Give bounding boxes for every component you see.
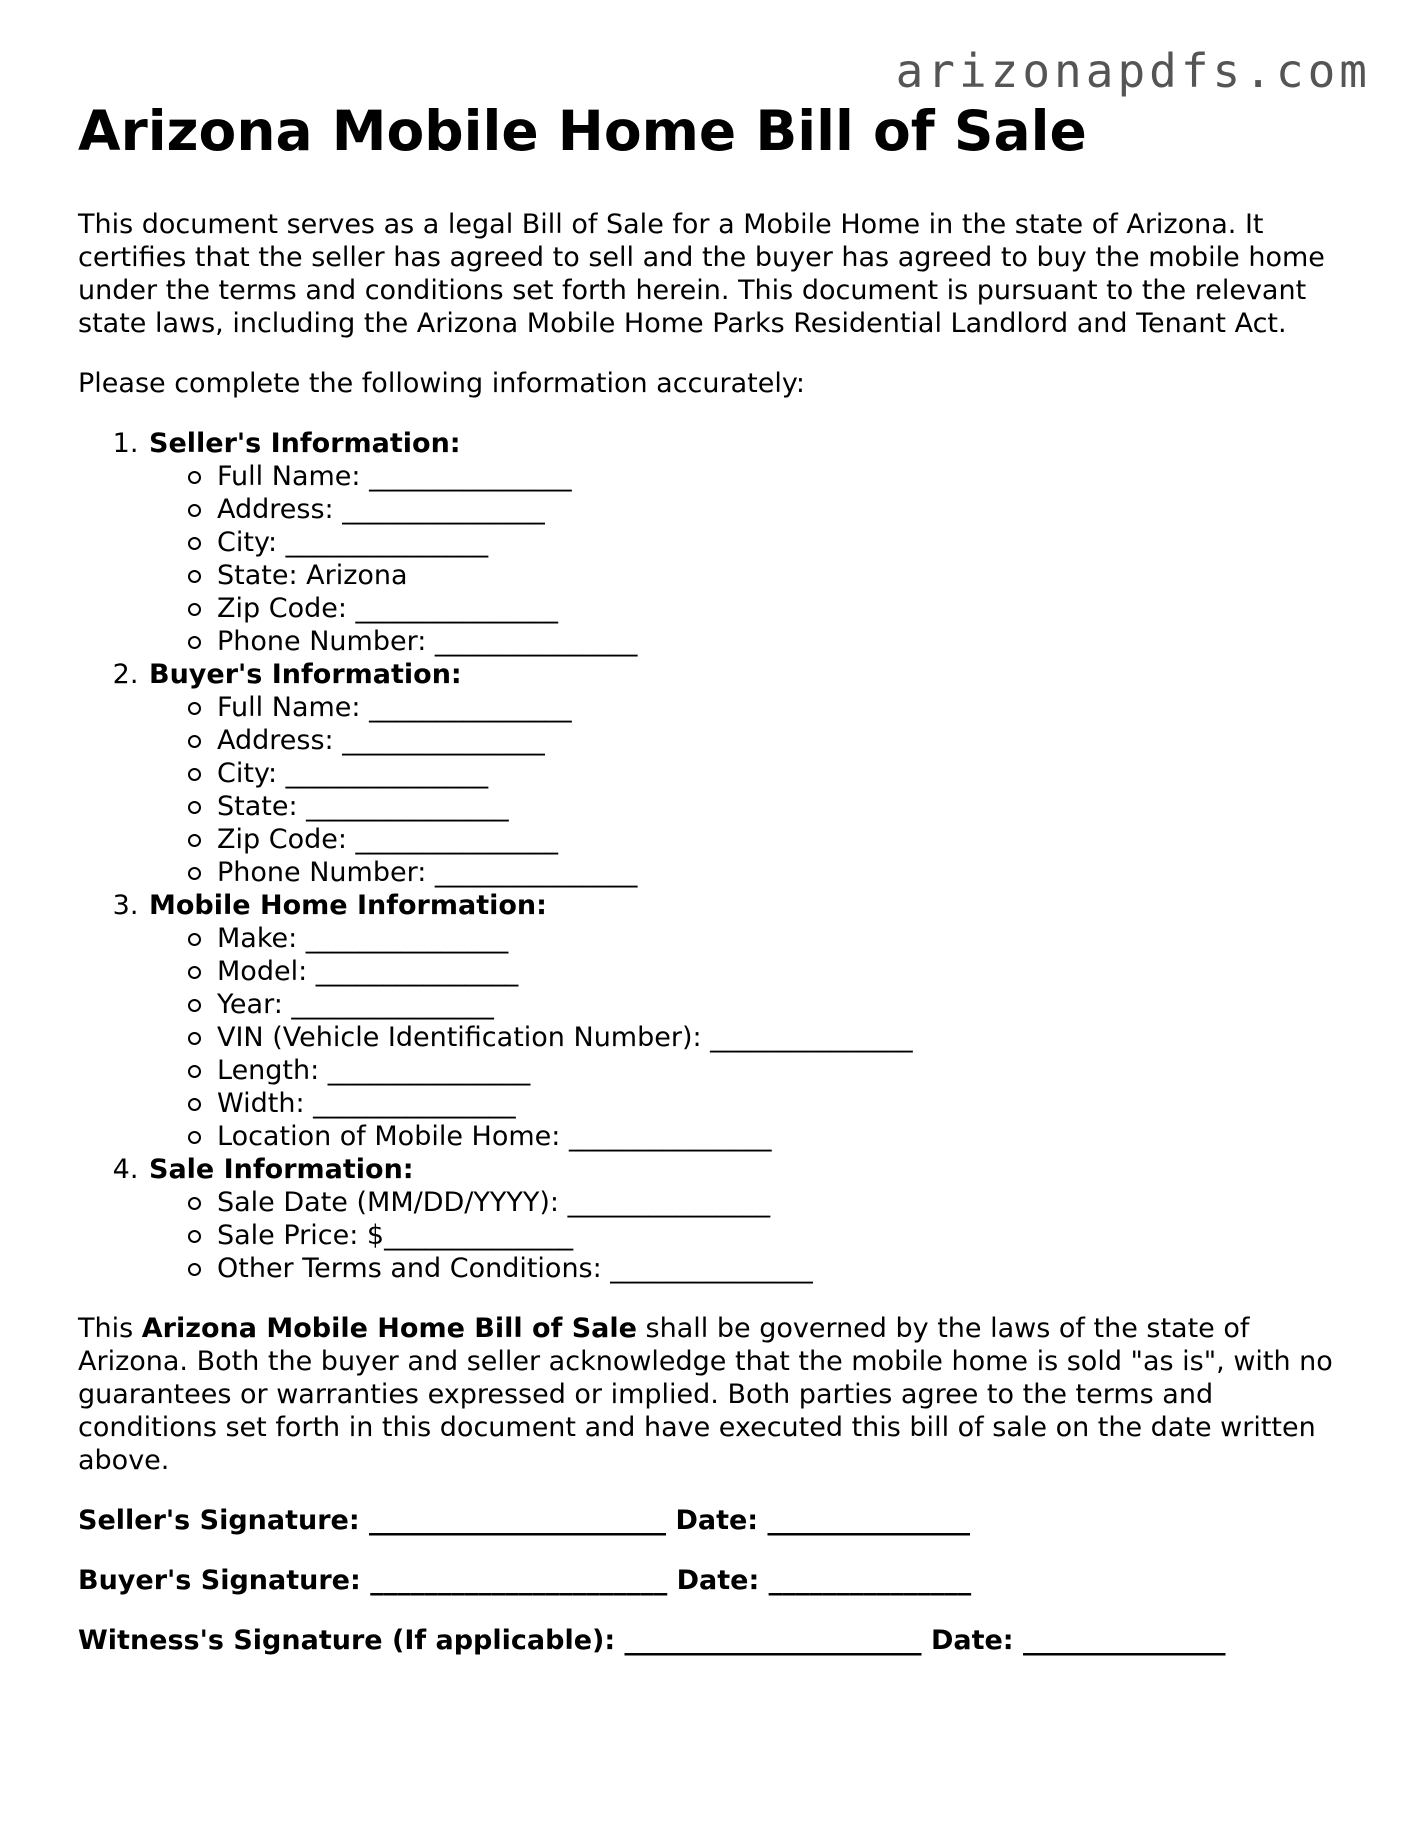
seller-city-field[interactable]: City: _______________ [217, 526, 1348, 559]
closing-paragraph [78, 1312, 1348, 1477]
other-terms-field[interactable]: Other Terms and Conditions: _______________ [217, 1252, 1348, 1285]
buyer-state-field[interactable]: State: _______________ [217, 790, 1348, 823]
sale-fields [149, 1186, 1348, 1285]
mobile-home-fields [149, 922, 1348, 1153]
seller-full-name-field[interactable]: Full Name: _______________ [217, 460, 1348, 493]
seller-phone-field[interactable]: Phone Number: _______________ [217, 625, 1348, 658]
location-field[interactable]: Location of Mobile Home: _______________ [217, 1120, 1348, 1153]
make-field[interactable]: Make: _______________ [217, 922, 1348, 955]
section-title: Mobile Home Information: [149, 890, 547, 921]
section-title: Buyer's Information: [149, 659, 462, 690]
document-title: Arizona Mobile Home Bill of Sale [78, 99, 1087, 163]
section-title: Sale Information: [149, 1154, 414, 1185]
width-field[interactable]: Width: _______________ [217, 1087, 1348, 1120]
section-title: Seller's Information: [149, 428, 461, 459]
sale-price-field[interactable]: Sale Price: $______________ [217, 1219, 1348, 1252]
intro-paragraph: This document serves as a legal Bill of Sale for a Mobile Home in the state of Arizona. It certifies that the seller has agreed to sell and the buyer has agreed to buy the mobile home under the terms and conditions set forth herein. This document is pursuant to the relevant state laws, including the Arizona Mobile Home Parks Residential Landlord and Tenant Act. [78, 209, 1325, 339]
buyer-city-field[interactable]: City: _______________ [217, 757, 1348, 790]
section-buyer [147, 658, 1348, 889]
model-field[interactable]: Model: _______________ [217, 955, 1348, 988]
buyer-phone-field[interactable]: Phone Number: _______________ [217, 856, 1348, 889]
seller-zip-field[interactable]: Zip Code: _______________ [217, 592, 1348, 625]
year-field[interactable]: Year: _______________ [217, 988, 1348, 1021]
buyer-address-field[interactable]: Address: _______________ [217, 724, 1348, 757]
buyer-signature-line[interactable]: Buyer's Signature: ______________________ Date: _______________ [78, 1565, 972, 1596]
closing-text-before: This [78, 1313, 142, 1344]
form-sections [78, 427, 1348, 1285]
section-sale [147, 1153, 1348, 1285]
instructions-prompt: Please complete the following information accurately: [78, 368, 805, 399]
seller-fields [149, 460, 1348, 658]
buyer-full-name-field[interactable]: Full Name: _______________ [217, 691, 1348, 724]
closing-text-bold: Arizona Mobile Home Bill of Sale [141, 1313, 637, 1344]
document-page [78, 98, 1348, 1657]
section-mobile-home [147, 889, 1348, 1153]
buyer-zip-field[interactable]: Zip Code: _______________ [217, 823, 1348, 856]
witness-signature-line[interactable]: Witness's Signature (If applicable): ______________________ Date: _______________ [78, 1625, 1226, 1656]
seller-address-field[interactable]: Address: _______________ [217, 493, 1348, 526]
length-field[interactable]: Length: _______________ [217, 1054, 1348, 1087]
buyer-fields [149, 691, 1348, 889]
section-seller [147, 427, 1348, 658]
vin-field[interactable]: VIN (Vehicle Identification Number): _______________ [217, 1021, 1348, 1054]
sale-date-field[interactable]: Sale Date (MM/DD/YYYY): _______________ [217, 1186, 1348, 1219]
seller-state-field: State: Arizona [217, 559, 1348, 592]
closing-text-after: shall be governed by the laws of the state of Arizona. Both the buyer and seller acknowledge that the mobile home is sold "as is", with no guarantees or warranties expressed or implied. Both parties agree to the terms and conditions set forth in this document and have executed this bill of sale on the date written above. [78, 1313, 1333, 1476]
watermark: arizonapdfs.com [895, 44, 1371, 98]
seller-signature-line[interactable]: Seller's Signature: ______________________ Date: _______________ [78, 1505, 971, 1536]
